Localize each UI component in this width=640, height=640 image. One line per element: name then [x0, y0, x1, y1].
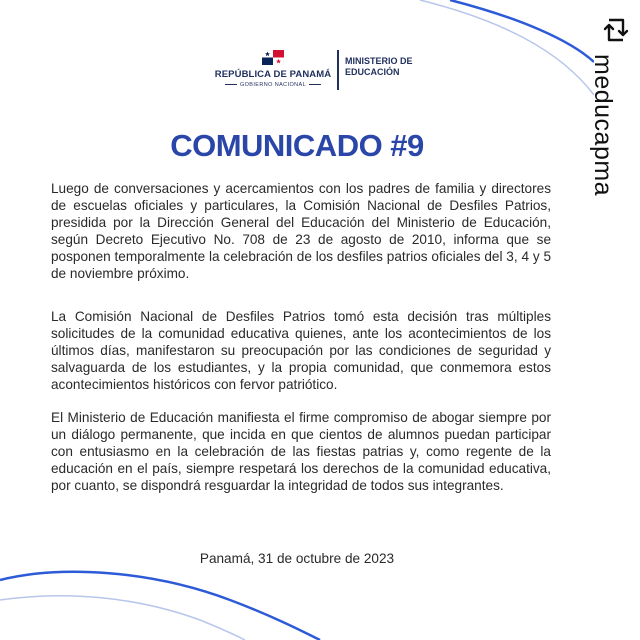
logo-divider: [337, 50, 339, 90]
paragraph-1: Luego de conversaciones y acercamientos con los padres de familia y directores de escuelas oficiales y particulares, la Comisión Nacional de Desfiles Patrios, presidida por la Dirección General del Educación del Ministerio de Educación, según Decreto Ejecutivo No. 708 de 23 de agosto de 2010, informa que se posponen temporalmente la celebración de los desfiles patrios oficiales del 3, 4 y 5 de noviembre próximo.: [51, 181, 551, 282]
paragraph-2: La Comisión Nacional de Desfiles Patrios tomó esta decisión tras múltiples solicitudes de la comunidad educativa quienes, ante los acontecimientos de los últimos días, manifestaron su preocupación por las condiciones de seguridad y salvaguarda de los estudiantes, y la propia comunidad, que conmemora estos acontecimientos históricos con fervor patriótico.: [51, 309, 551, 393]
page-title: COMUNICADO #9: [170, 128, 424, 163]
account-handle[interactable]: meducapma: [589, 54, 617, 197]
panama-flag-icon: [262, 50, 284, 65]
ministry-logo: [0, 44, 594, 94]
ministry-name: [345, 56, 445, 78]
ministry-name-line1: MINISTERIO DE: [345, 56, 413, 66]
ministry-name-line2: EDUCACIÓN: [345, 67, 400, 77]
government-label: GOBIERNO NACIONAL: [214, 82, 332, 88]
country-name: REPÚBLICA DE PANAMÁ: [214, 69, 332, 80]
date-line: Panamá, 31 de octubre de 2023: [199, 551, 395, 566]
repost-icon[interactable]: [600, 14, 632, 46]
paragraph-3: El Ministerio de Educación manifiesta el firme compromiso de abogar siempre por un diálogo permanente, que incida en que cientos de alumnos puedan participar con entusiasmo en la celebración de las fiestas patrias y, como regente de la educación en el país, siempre respetará los derechos de la comunidad educativa, por cuanto, se dispondrá resguardar la integridad de todos sus integrantes.: [51, 410, 551, 494]
